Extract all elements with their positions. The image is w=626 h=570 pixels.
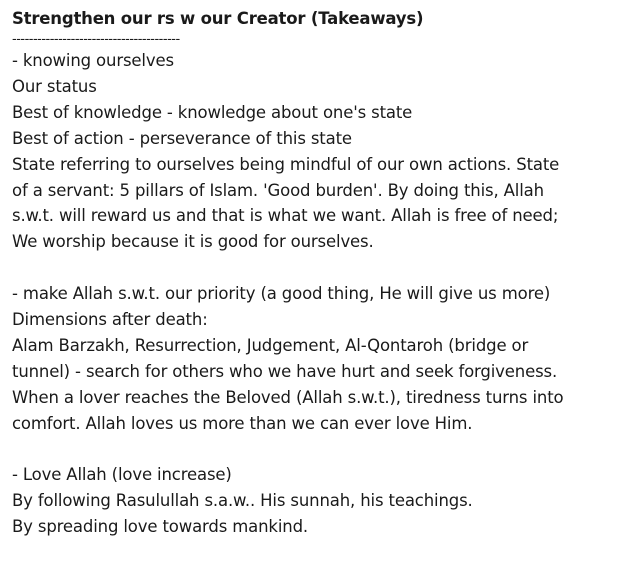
note-line: Best of knowledge - knowledge about one's state	[12, 102, 413, 122]
note-line: - Love Allah (love increase)	[12, 465, 232, 485]
note-line: We worship because it is good for ourselves.	[12, 232, 374, 252]
note-line: By following Rasulullah s.a.w.. His sunnah, his teachings.	[12, 491, 473, 511]
note-divider: ----------------------------------------	[12, 32, 180, 47]
note-line: tunnel) - search for others who we have hurt and seek forgiveness.	[12, 361, 558, 381]
section-knowing-ourselves	[12, 48, 622, 255]
note-line: s.w.t. will reward us and that is what we want. Allah is free of need;	[12, 206, 559, 226]
note-line: Best of action - perseverance of this state	[12, 128, 352, 148]
note-body	[12, 6, 622, 540]
note-title: Strengthen our rs w our Creator (Takeaways)	[12, 9, 424, 28]
section-love-allah	[12, 462, 622, 540]
note-line: State referring to ourselves being mindful of our own actions. State	[12, 154, 560, 174]
section-priority	[12, 281, 622, 436]
blank-line	[12, 437, 622, 463]
note-line: By spreading love towards mankind.	[12, 517, 308, 537]
note-line: comfort. Allah loves us more than we can ever love Him.	[12, 413, 473, 433]
note-line: of a servant: 5 pillars of Islam. 'Good burden'. By doing this, Allah	[12, 180, 544, 200]
note-line: - make Allah s.w.t. our priority (a good thing, He will give us more)	[12, 284, 551, 304]
note-line: Our status	[12, 76, 97, 96]
blank-line	[12, 255, 622, 281]
note-line: Dimensions after death:	[12, 310, 208, 330]
note-line: When a lover reaches the Beloved (Allah s.w.t.), tiredness turns into	[12, 387, 564, 407]
note-line: - knowing ourselves	[12, 51, 174, 70]
note-line: Alam Barzakh, Resurrection, Judgement, Al-Qontaroh (bridge or	[12, 335, 529, 355]
